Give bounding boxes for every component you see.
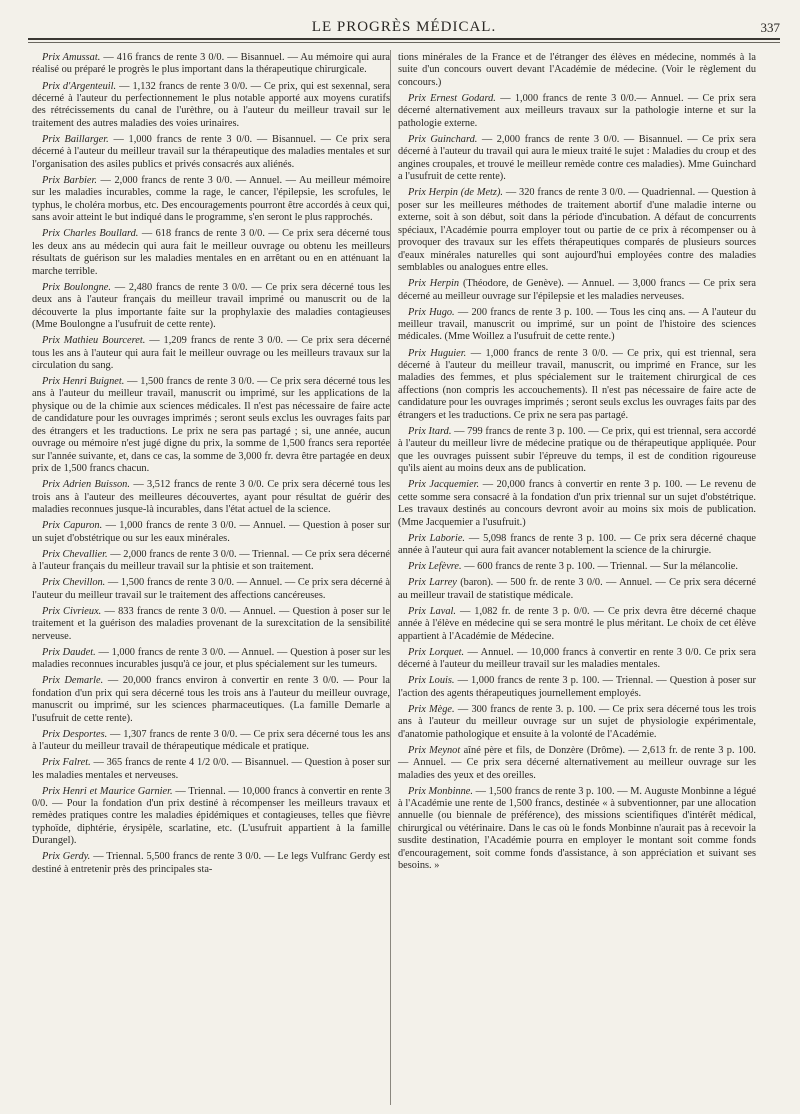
prize-name: Prix Meynot xyxy=(408,744,461,756)
prize-text: — 1,000 francs de rente 3 0/0. — Ce prix, qui est triennal, sera décerné à l'auteur du meilleur travail, manuscrit, ou imprimé en France, sur les maladies des femmes, et plus spécialement sur le traitement chirurgical de ces affections (non compris les accouchements). Il n'est pas nécessaire de faire acte de candidature pour les ouvrages imprimés ; seront seuls exclus les ouvrages faits par des étrangers et les traductions. Ce prix ne sera pas partagé. xyxy=(398,347,756,421)
prize-text: — 1,500 francs de rente 3 p. 100. — M. Auguste Monbinne a légué à l'Académie une rente de 1,500 francs, destinée « à subventionner, par une allocation annuelle (ou biennale de préférence), des missions scientifiques d'intérêt médical, chirurgical ou vétérinaire. Dans le cas où le fonds Monbinne n'aurait pas à recevoir la susdite destination, l'Académie pourra en employer le montant soit comme fonds d'encouragement, soit comme fonds d'assistance, à son appréciation et suivant ses besoins. » xyxy=(398,785,757,872)
prize-text: — 1,000 francs de rente 3 0/0. — Bisannuel. — Ce prix sera décerné à l'auteur du meilleur travail sur la thérapeutique des maladies mentales et sur l'organisation des asiles publics et privés consacrés aux aliénés. xyxy=(32,133,390,170)
prize-text: — 3,512 francs de rente 3 0/0. Ce prix sera décerné tous les trois ans à l'auteur des meilleures découvertes, ayant pour résultat de guérir des maladies reconnues jusque-là incurables, dans l'état actuel de la science. xyxy=(32,479,390,516)
prize-entry xyxy=(32,757,390,782)
prize-entry xyxy=(32,577,390,602)
prize-entry xyxy=(398,187,756,274)
column-divider xyxy=(390,50,391,1105)
prize-entry xyxy=(32,52,390,77)
prize-entry xyxy=(32,335,390,372)
prize-entry xyxy=(32,81,390,131)
journal-title: LE PROGRÈS MÉDICAL. xyxy=(311,19,497,35)
prize-name: Prix Laval. xyxy=(408,605,456,617)
prize-name: Prix Guinchard. xyxy=(408,133,478,145)
prize-text: — 1,209 francs de rente 3 0/0. — Ce prix sera décerné tous les ans à l'auteur qui aura fait le meilleur ouvrage ou les meilleurs travaux sur la circulation du sang. xyxy=(32,335,390,371)
prize-entry xyxy=(32,376,390,476)
header-rule-thin xyxy=(28,42,780,43)
prize-entry xyxy=(32,647,390,672)
prize-name: Prix Mège. xyxy=(408,703,455,715)
prize-entry xyxy=(32,606,390,643)
prize-text: — 1,000 francs de rente 3 0/0. — Annuel. — Question à poser sur un sujet d'obstétrique ou sur les eaux minérales. xyxy=(32,520,390,544)
prize-entry xyxy=(32,549,390,574)
prize-text: — Triennal. 5,500 francs de rente 3 0/0. — Le legs Vulfranc Gerdy est destiné à entretenir près des principales sta- xyxy=(32,851,390,875)
prize-text: — 2,000 francs de rente 3 0/0. — Bisannuel. — Ce prix sera décerné à l'auteur du travail qui aura le mieux traité le sujet : Maladies du croup et des angines croupales, et trouvé le meilleur remède contre ces maladies). Mme Guinchard a l'usufruit de cette rente). xyxy=(398,133,756,183)
running-header xyxy=(28,14,780,36)
prize-name: Prix Barbier. xyxy=(42,174,97,186)
prize-name: Prix Hugo. xyxy=(408,306,455,318)
prize-entry xyxy=(398,278,756,303)
prize-text: — 1,307 francs de rente 3 0/0. — Ce prix sera décerné tous les ans à l'auteur du meilleur travail de thérapeutique médicale et pratique. xyxy=(32,728,390,753)
prize-entry xyxy=(32,479,390,516)
prize-entry xyxy=(32,786,390,848)
prize-entry xyxy=(398,704,756,741)
prize-name: Prix Daudet. xyxy=(42,646,96,658)
prize-name: Prix Herpin (de Metz). xyxy=(408,187,503,199)
prize-name: Prix Lefèvre. xyxy=(408,561,462,573)
prize-entry xyxy=(32,520,390,545)
prize-text: — 1,500 francs de rente 3 0/0. — Ce prix sera décerné tous les ans à l'auteur du meilleur travail, manuscrit ou imprimé, sur les applications de la physique ou de la chimie aux sciences médicales. Il n'est pas nécessaire de faire acte de candidature pour les ouvrages imprimés ; seront seuls exclus les ouvrages faits par des étrangers et les traductions. Le prix ne sera pas partagé ; si, une année, aucun ouvrage ou mémoire n'est jugé digne du prix, la somme de 1,500 francs sera reportée sur l'année suivante, et, dans ce cas, la somme de 3,000 fr. devra être partagée en deux prix de 1,500 francs chacun. xyxy=(32,376,390,475)
prize-name: Prix Boulongne. xyxy=(42,281,111,293)
prize-entry xyxy=(398,786,756,873)
prize-text: — 300 francs de rente 3. p. 100. — Ce prix sera décerné tous les trois ans à l'auteur du meilleur ouvrage sur un sujet de physiologie expérimentale, d'anatomie pathologique et ensuite à la volonté de l'Académie. xyxy=(398,703,756,740)
prize-text: — 799 francs de rente 3 p. 100. — Ce prix, qui est triennal, sera accordé à l'auteur du meilleur livre de médecine pratique ou de thérapeutique appliquée. Pour que les ouvrages puissent subir l'épreuve du temps, il est de condition rigoureuse qu'ils aient au moins deux ans de publication. xyxy=(398,425,756,475)
prize-text: — 2,000 francs de rente 3 0/0. — Annuel. — Au meilleur mémoire sur les maladies incurables, comme la rage, le cancer, l'épilepsie, les scrofules, le typhus, le choléra morbus, etc. Des encouragements pourront être accordés à ceux qui, sans avoir atteint le but indiqué dans le programme, s'en seront le plus rapprochés. xyxy=(32,174,390,224)
prize-entry xyxy=(398,307,756,344)
prize-text: — 618 francs de rente 3 0/0. — Ce prix sera décerné tous les deux ans au médecin qui aura fait le meilleur ouvrage ou obtenu les meilleurs résultats de guérison sur les maladies mentales en en arrêtant ou en en atténuant la marche terrible. xyxy=(32,228,390,277)
prize-text: — 365 francs de rente 4 1/2 0/0. — Bisannuel. — Question à poser sur les maladies mentales et nerveuses. xyxy=(32,757,390,781)
right-column xyxy=(398,52,756,876)
prize-name: Prix Chevillon. xyxy=(42,577,106,589)
prize-name: Prix Falret. xyxy=(42,757,91,769)
prize-name: Prix Henri Buignet. xyxy=(42,376,125,388)
prize-name: Prix Itard. xyxy=(408,425,452,437)
prize-name: Prix Laborie. xyxy=(408,532,466,544)
prize-name: Prix Adrien Buisson. xyxy=(42,479,130,491)
prize-text: — 2,000 francs de rente 3 0/0. — Triennal. — Ce prix sera décerné à l'auteur français du meilleur travail sur la phtisie et son traitement. xyxy=(32,548,390,573)
prize-name: Prix Herpin xyxy=(408,278,460,290)
prize-text: — 1,000 francs de rente 3 0/0.— Annuel. — Ce prix sera décerné alternativement aux meilleurs travaux sur la pathologie interne et sur la pathologie externe. xyxy=(398,92,757,129)
page-number: 337 xyxy=(760,20,780,35)
prize-text: — 833 francs de rente 3 0/0. — Annuel. — Question à poser sur le traitement et la guérison des maladies provenant de la surexcitation de la sensibilité nerveuse. xyxy=(32,605,390,642)
prize-name: Prix Larrey xyxy=(408,577,457,589)
prize-entry xyxy=(32,675,390,725)
prize-entry xyxy=(398,52,756,89)
prize-text: aîné père et fils, de Donzère (Drôme). — 2,613 fr. de rente 3 p. 100. — Annuel. — Ce prix sera décerné alternativement au meilleur ouvrage sur les maladies des yeux et des oreilles. xyxy=(398,744,756,781)
prize-name: Prix Charles Boullard. xyxy=(42,228,139,240)
prize-entry xyxy=(398,479,756,529)
prize-name: Prix Capuron. xyxy=(42,520,103,532)
prize-entry xyxy=(32,851,390,876)
prize-text: — 20,000 francs à convertir en rente 3 p. 100. — Le revenu de cette somme sera consacré à la fondation d'un prix triennal sur un sujet d'obstétrique. Les travaux destinés au concours devront avoir au moins six mois de publication. (Mme Jacquemier a l'usufruit.) xyxy=(398,479,756,528)
prize-text: — 1,132 francs de rente 3 0/0. — Ce prix, qui est sexennal, sera décerné à l'auteur du perfectionnement le plus notable apporté aux moyens curatifs des rétrécissements du canal de l'urèthre, ou à l'auteur du meilleur travail sur le traitement des autres maladies des voies urinaires. xyxy=(32,80,390,129)
prize-entry xyxy=(398,426,756,476)
prize-name: Prix Louis. xyxy=(408,675,455,687)
prize-text: — 2,480 francs de rente 3 0/0. — Ce prix sera décerné tous les deux ans à l'auteur français du meilleur travail imprimé ou manuscrit ou de la découverte la plus importante faite sur la prophylaxie des maladies contagieuses (Mme Boulongne a l'usufruit de cette rente). xyxy=(32,281,390,331)
prize-text: — 600 francs de rente 3 p. 100. — Triennal. — Sur la mélancolie. xyxy=(464,561,738,573)
prize-text: — 5,098 francs de rente 3 p. 100. — Ce prix sera décerné chaque année à l'auteur qui aura fait avancer notablement la science de la chirurgie. xyxy=(398,532,756,557)
prize-text: — 20,000 francs environ à convertir en rente 3 0/0. — Pour la fondation d'un prix qui sera décerné tous les trois ans à l'auteur du meilleur ouvrage, manuscrit ou imprimé, sur les sciences pharmaceutiques. (La famille Demarle a l'usufruit de cette rente). xyxy=(32,675,390,724)
prize-name: Prix Demarle. xyxy=(42,675,104,687)
left-column xyxy=(32,52,390,880)
prize-entry xyxy=(32,175,390,225)
prize-entry xyxy=(398,675,756,700)
prize-name: Prix Amussat. xyxy=(42,52,101,63)
prize-name: Prix Baillarger. xyxy=(42,133,109,145)
prize-entry xyxy=(398,647,756,672)
prize-text: — 320 francs de rente 3 0/0. — Quadriennal. — Question à poser sur les meilleures méthodes de traitement abortif d'une maladie interne ou externe, soit à son début, soit dans la période d'incubation. A défaut de concurrents spéciaux, l'Académie pourra employer tout ou partie de ce prix à récompenser ou à provoquer des travaux sur les effets thérapeutiques comparés de plusieurs sources d'eaux minérales naturelles qui sont aujourd'hui employées contre des maladies semblables ou analogues entre elles. xyxy=(398,187,756,274)
prize-text: (baron). — 500 fr. de rente 3 0/0. — Annuel. — Ce prix sera décerné au meilleur travail de statistique médicale. xyxy=(398,577,757,601)
prize-entry xyxy=(398,561,756,573)
prize-name: Prix Ernest Godard. xyxy=(408,92,496,104)
prize-text: — 1,082 fr. de rente 3 p. 0/0. — Ce prix devra être décerné chaque année à l'élève en médecine qui se sera montré le plus méritant. Le choix de cet élève appartient à l'Académie de Médecine. xyxy=(398,605,756,642)
prize-name: Prix Henri et Maurice Garnier. xyxy=(42,785,173,797)
prize-text: — Annuel. — 10,000 francs à convertir en rente 3 0/0. Ce prix sera décerné à l'auteur du meilleur travail sur les maladies mentales. xyxy=(398,646,757,671)
prize-entry xyxy=(398,348,756,423)
prize-name: Prix Desportes. xyxy=(42,728,108,740)
prize-entry xyxy=(398,134,756,184)
prize-name: Prix Mathieu Bourceret. xyxy=(42,335,146,347)
prize-text: — 416 francs de rente 3 0/0. — Bisannuel. — Au mémoire qui aura réalisé ou préparé le progrès le plus important dans la thérapeutique chirurgicale. xyxy=(32,52,390,76)
prize-text: — Triennal. — 10,000 francs à convertir en rente 3 0/0. — Pour la fondation d'un prix destiné à récompenser les meilleurs travaux et remèdes pratiques contre les maladies épidémiques et contagieuses, telles que fièvre typhoïde, diphtérie, érysipèle, scarlatine, etc. (L'usufruit appartient à la famille Durangel). xyxy=(32,785,390,847)
prize-text: — 1,000 francs de rente 3 p. 100. — Triennal. — Question à poser sur l'action des agents thérapeutiques journellement employés. xyxy=(398,675,756,699)
prize-name: Prix Huguier. xyxy=(408,347,467,359)
prize-name: Prix Jacquemier. xyxy=(408,479,480,491)
prize-entry xyxy=(32,282,390,332)
prize-entry xyxy=(398,577,756,602)
prize-name: Prix Chevallier. xyxy=(42,548,108,560)
prize-name: Prix d'Argenteuil. xyxy=(42,80,117,92)
header-rule-thick xyxy=(28,38,780,40)
prize-entry xyxy=(398,745,756,782)
prize-entry xyxy=(32,729,390,754)
prize-entry xyxy=(398,93,756,130)
prize-name: Prix Civrieux. xyxy=(42,605,102,617)
prize-text: — 1,500 francs de rente 3 0/0. — Annuel. — Ce prix sera décerné à l'auteur du meilleur travail sur le traitement des affections cancéreuses. xyxy=(32,577,390,601)
prize-name: Prix Gerdy. xyxy=(42,851,91,863)
prize-entry xyxy=(32,134,390,171)
prize-text: (Théodore, de Genève). — Annuel. — 3,000 francs — Ce prix sera décerné au meilleur ouvrage sur l'épilepsie et les maladies nerveuses. xyxy=(398,278,756,302)
prize-entry xyxy=(32,228,390,278)
prize-text: tions minérales de la France et de l'étranger des élèves en médecine, nommés à la suite d'un concours ouvert devant l'Académie de médecine. (Voir le règlement du concours.) xyxy=(398,52,756,88)
prize-name: Prix Monbinne. xyxy=(408,785,473,797)
prize-name: Prix Lorquet. xyxy=(408,646,465,658)
prize-entry xyxy=(398,606,756,643)
prize-text: — 200 francs de rente 3 p. 100. — Tous les cinq ans. — A l'auteur du meilleur travail, manuscrit ou imprimé, sur un point de l'histoire des sciences médicales. (Mme Woillez a l'usufruit de cette rente.) xyxy=(398,306,756,343)
prize-entry xyxy=(398,533,756,558)
prize-text: — 1,000 francs de rente 3 0/0. — Annuel. — Question à poser sur les maladies reconnues incurables jusqu'à ce jour, et plus spécialement sur les tumeurs. xyxy=(32,646,390,671)
